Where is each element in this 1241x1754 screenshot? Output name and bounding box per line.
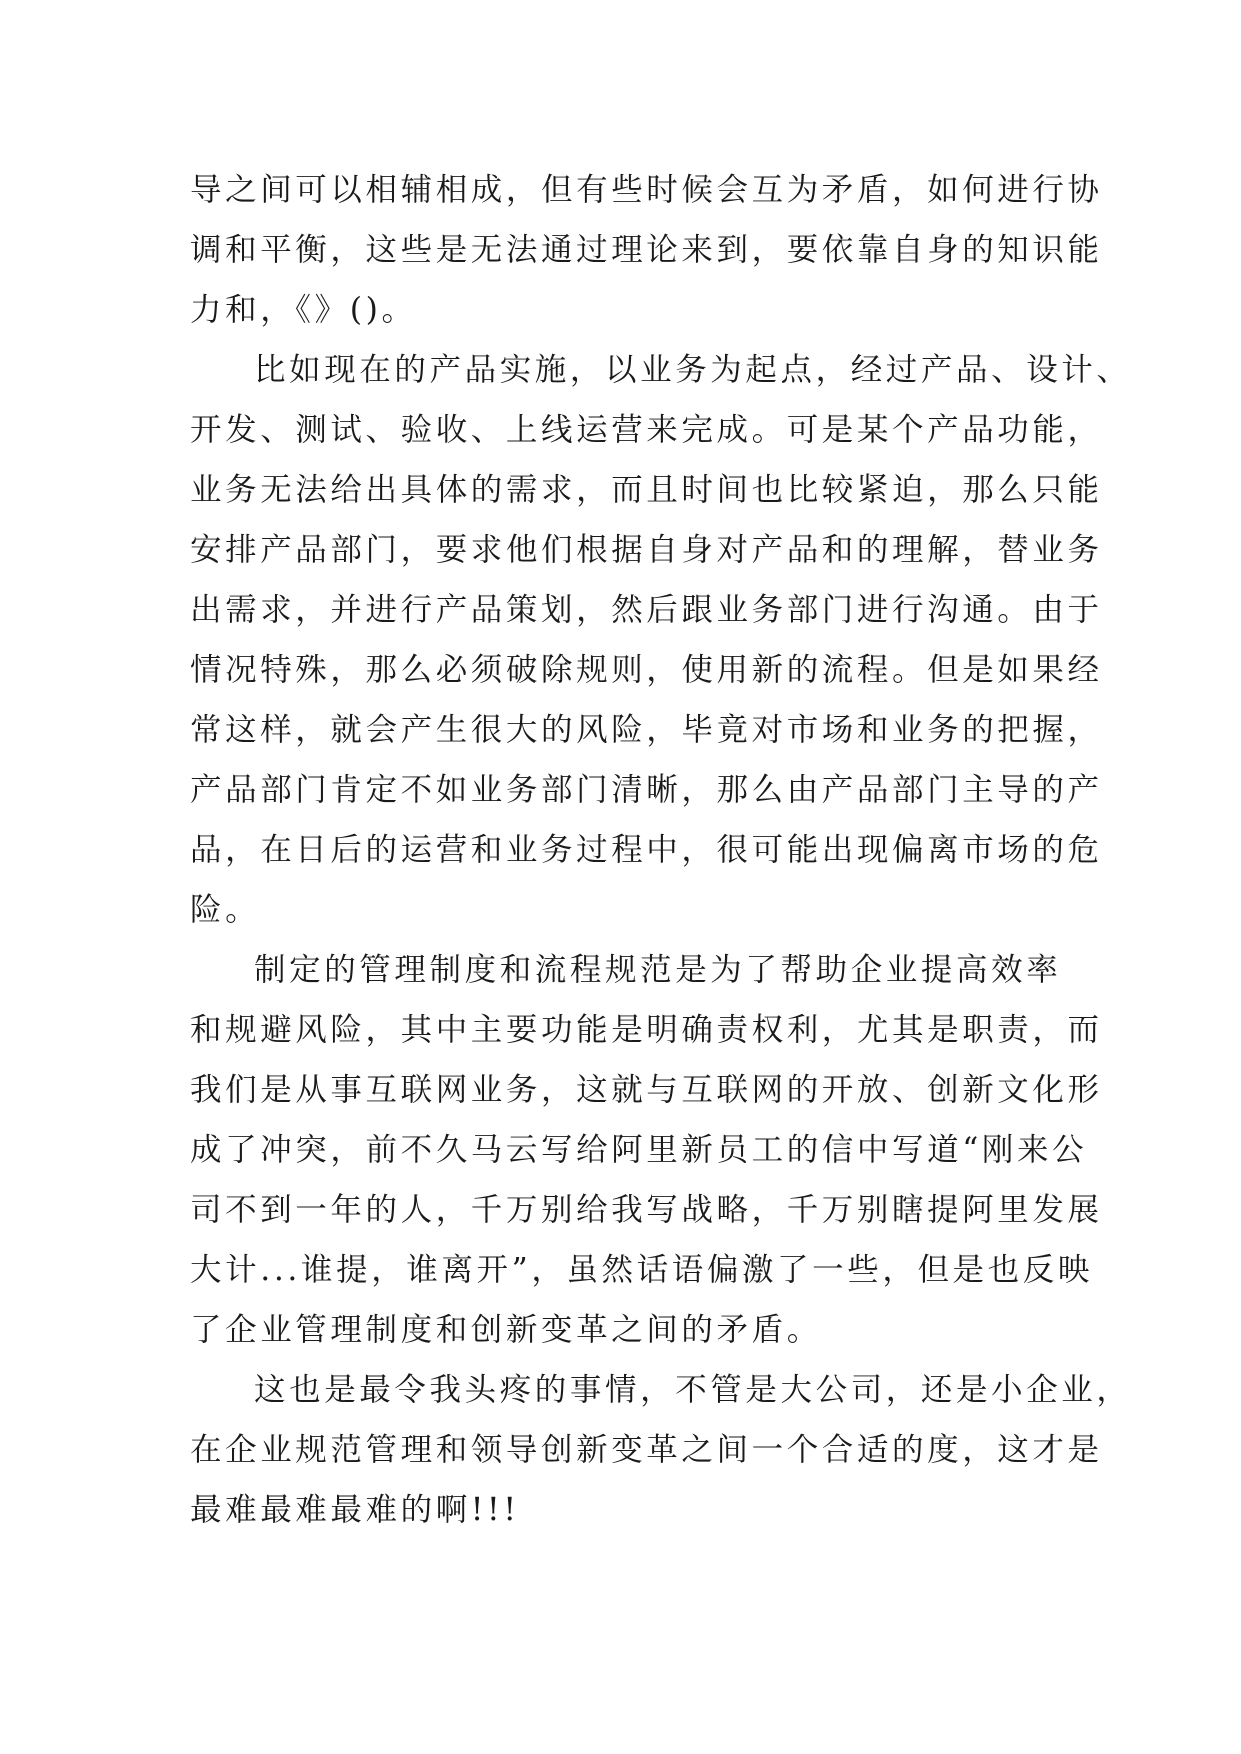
paragraph-4 — [190, 1360, 1132, 1540]
text-line: 出需求，并进行产品策划，然后跟业务部门进行沟通。由于 — [190, 592, 1103, 628]
text-line: 品，在日后的运营和业务过程中，很可能出现偏离市场的危 — [190, 832, 1103, 868]
text-line: 开发、测试、验收、上线运营来完成。可是某个产品功能， — [190, 412, 1103, 448]
text-line: 力和，《》()。 — [190, 292, 417, 328]
text-line: 情况特殊，那么必须破除规则，使用新的流程。但是如果经 — [190, 652, 1103, 688]
text-line: 这也是最令我头疼的事情，不管是大公司，还是小企业， — [254, 1372, 1132, 1408]
text-line: 了企业管理制度和创新变革之间的矛盾。 — [190, 1312, 822, 1348]
text-line: 制定的管理制度和流程规范是为了帮助企业提高效率 — [254, 952, 1062, 988]
paragraph-2 — [190, 340, 1132, 940]
paragraph-3 — [190, 940, 1103, 1360]
text-line: 常这样，就会产生很大的风险，毕竟对市场和业务的把握， — [190, 712, 1103, 748]
text-line: 调和平衡，这些是无法通过理论来到，要依靠自身的知识能 — [190, 232, 1103, 268]
text-line: 成了冲突，前不久马云写给阿里新员工的信中写道“刚来公 — [190, 1132, 1088, 1168]
text-line: 在企业规范管理和领导创新变革之间一个合适的度，这才是 — [190, 1432, 1103, 1468]
text-line: 最难最难最难的啊!!! — [190, 1492, 520, 1528]
text-line: 司不到一年的人，千万别给我写战略，千万别瞎提阿里发展 — [190, 1192, 1103, 1228]
text-line: 和规避风险，其中主要功能是明确责权利，尤其是职责，而 — [190, 1012, 1103, 1048]
text-line: 险。 — [190, 892, 261, 928]
text-line: 大计...谁提，谁离开”，虽然话语偏激了一些，但是也反映 — [190, 1252, 1093, 1288]
text-line: 比如现在的产品实施，以业务为起点，经过产品、设计、 — [254, 352, 1132, 388]
text-line: 导之间可以相辅相成，但有些时候会互为矛盾，如何进行协 — [190, 172, 1103, 208]
paragraph-1 — [190, 160, 1103, 340]
document-body — [190, 160, 1132, 1540]
text-line: 业务无法给出具体的需求，而且时间也比较紧迫，那么只能 — [190, 472, 1103, 508]
text-line: 我们是从事互联网业务，这就与互联网的开放、创新文化形 — [190, 1072, 1103, 1108]
text-line: 产品部门肯定不如业务部门清晰，那么由产品部门主导的产 — [190, 772, 1103, 808]
text-line: 安排产品部门，要求他们根据自身对产品和的理解，替业务 — [190, 532, 1103, 568]
